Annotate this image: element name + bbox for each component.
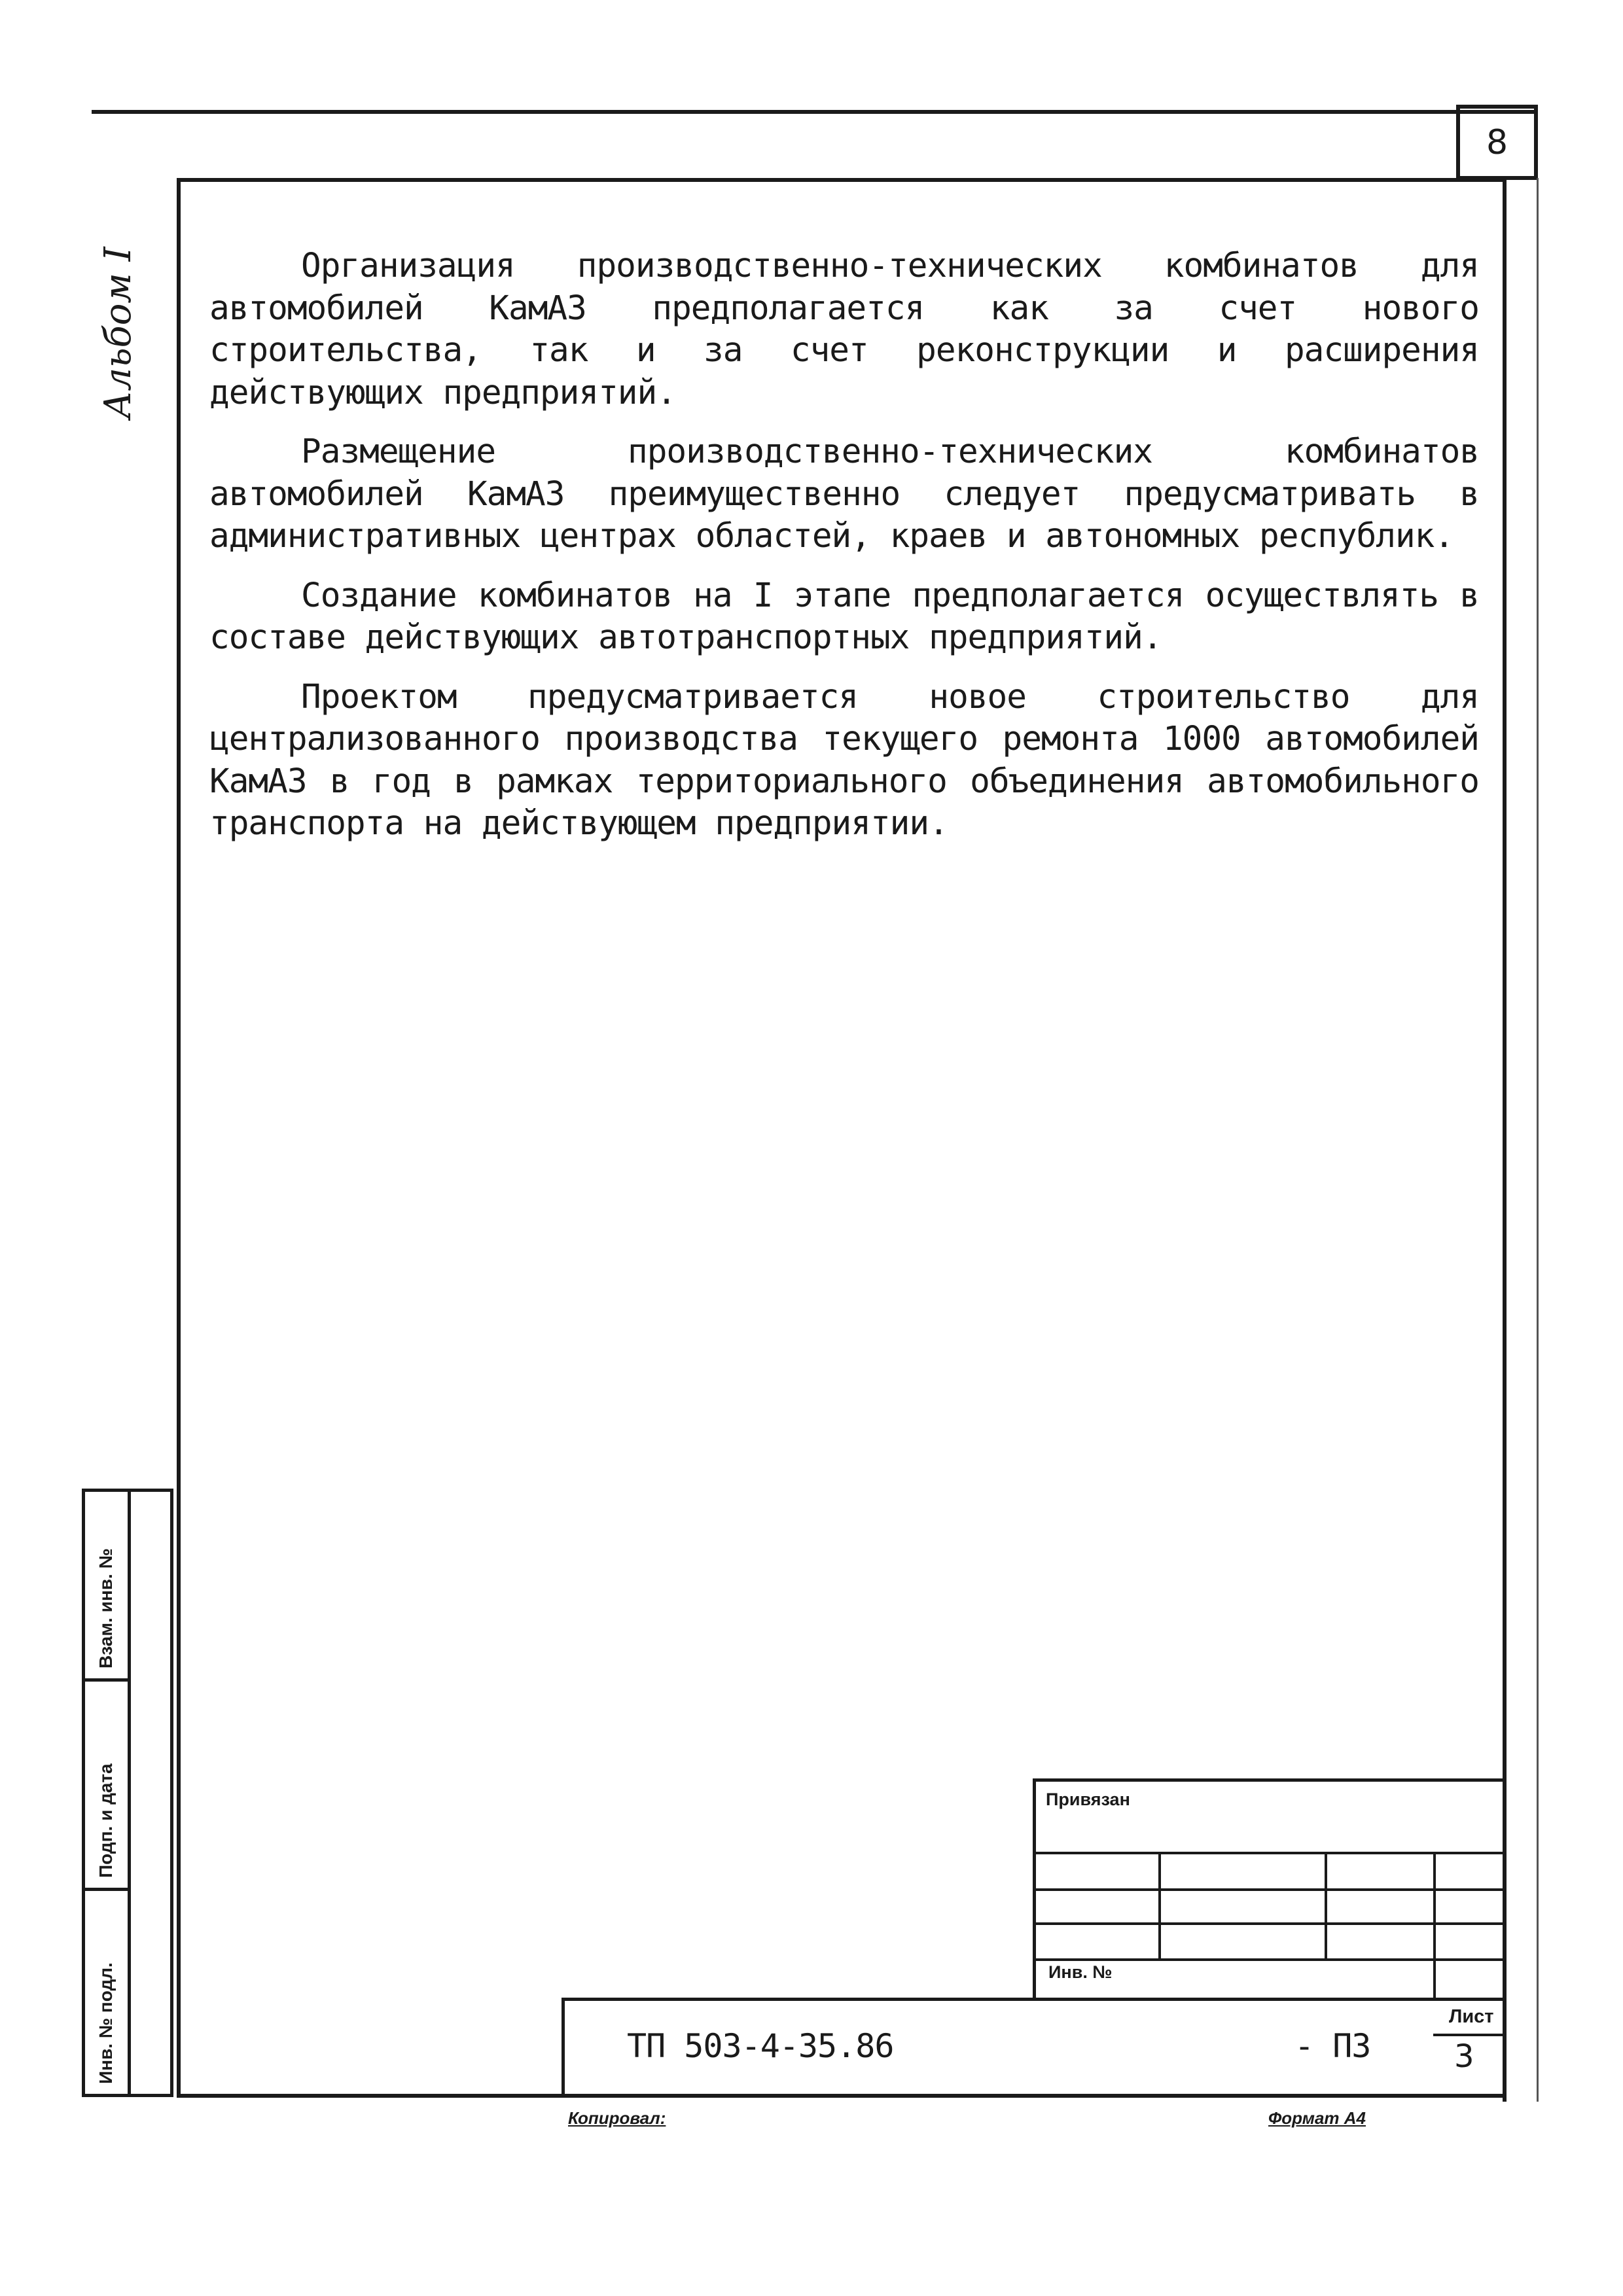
doc-section: - ПЗ [1294, 2027, 1371, 2065]
frame-right-outer-line [1537, 178, 1539, 2102]
code-row-left [562, 1998, 565, 2098]
stamp-col-line [1325, 1852, 1327, 1961]
doc-code: ТП 503-4-35.86 [627, 2027, 894, 2065]
sheet-cell-top [1433, 2034, 1507, 2036]
frame-right-border [1503, 178, 1507, 2102]
paragraph: Организация производственно-технических комбинатов для автомобилей КамАЗ предполагается как за счет нового строительства, так и за счет реконструкции и расширения действующих предприятий. [209, 247, 1479, 412]
album-label: Альбом I [97, 247, 139, 419]
side-label-inv: Инв. № подл. [96, 1962, 116, 2084]
frame-bottom-border [177, 2094, 1507, 2098]
sheet-number: 3 [1454, 2038, 1474, 2075]
stamp-col-line [1158, 1852, 1161, 1961]
side-label-vzam: Взам. инв. № [96, 1548, 116, 1669]
page-number: 8 [1456, 105, 1538, 180]
side-label-podp: Подп. и дата [96, 1763, 116, 1878]
privyazan-label: Привязан [1046, 1790, 1130, 1809]
copied-by-label: Копировал: [568, 2108, 666, 2128]
side-stamp [82, 1489, 173, 2097]
format-label: Формат А4 [1268, 2108, 1366, 2128]
body-text [209, 245, 1479, 862]
paragraph: Проектом предусматривается новое строительство для централизованного производства текущего ремонта 1000 автомобилей КамАЗ в год в рамках территориального объединения автомобильного транспорта на действующем предприятии. [209, 677, 1479, 843]
paragraph: Размещение производственно-технических комбинатов автомобилей КамАЗ преимущественно следует предусматривать в административных центрах областей, краев и автономных республик. [209, 433, 1479, 556]
stamp-top [1034, 1778, 1507, 1782]
sheet-label: Лист [1449, 2006, 1494, 2027]
code-row-top [562, 1998, 1507, 2001]
stamp-col-line [1433, 1852, 1436, 1998]
inv-no-label: Инв. № [1048, 1962, 1113, 1982]
top-rule [92, 110, 1538, 114]
paragraph: Создание комбинатов на I этапе предполагается осуществлять в составе действующих автотранспортных предприятий. [209, 576, 1479, 657]
